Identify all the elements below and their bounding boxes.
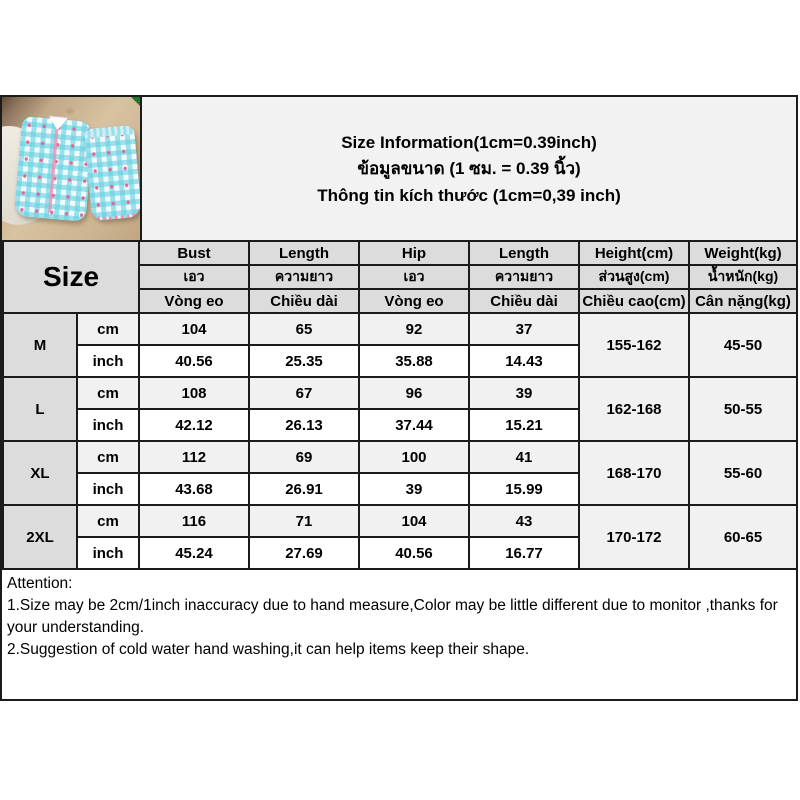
height-range-cell: 162-168 — [579, 377, 689, 441]
col-header-length1-en: Length — [249, 241, 359, 265]
value-cell: 42.12 — [139, 409, 249, 441]
value-cell: 71 — [249, 505, 359, 537]
col-header-length2-en: Length — [469, 241, 579, 265]
col-header-bust-vi: Vòng eo — [139, 289, 249, 313]
height-range-cell: 155-162 — [579, 313, 689, 377]
value-cell: 116 — [139, 505, 249, 537]
value-cell: 14.43 — [469, 345, 579, 377]
col-header-weight-th: น้ำหนัก(kg) — [689, 265, 797, 289]
value-cell: 15.99 — [469, 473, 579, 505]
height-range-cell: 168-170 — [579, 441, 689, 505]
col-header-length1-th: ความยาว — [249, 265, 359, 289]
value-cell: 43.68 — [139, 473, 249, 505]
col-header-bust-en: Bust — [139, 241, 249, 265]
pajama-placket — [48, 129, 58, 213]
value-cell: 65 — [249, 313, 359, 345]
col-header-bust-th: เอว — [139, 265, 249, 289]
col-header-length2-th: ความยาว — [469, 265, 579, 289]
col-header-weight-en: Weight(kg) — [689, 241, 797, 265]
value-cell: 43 — [469, 505, 579, 537]
product-photo — [2, 97, 142, 240]
value-cell: 96 — [359, 377, 469, 409]
pajama-waistband — [84, 125, 135, 138]
value-cell: 100 — [359, 441, 469, 473]
value-cell: 37.44 — [359, 409, 469, 441]
value-cell: 15.21 — [469, 409, 579, 441]
col-header-hip-vi: Vòng eo — [359, 289, 469, 313]
header-section — [2, 97, 796, 240]
value-cell: 92 — [359, 313, 469, 345]
col-header-length1-vi: Chiều dài — [249, 289, 359, 313]
sofa-tuft-decor — [64, 107, 78, 117]
value-cell: 112 — [139, 441, 249, 473]
size-corner-header: Size — [3, 241, 139, 313]
unit-cell: cm — [77, 505, 139, 537]
value-cell: 108 — [139, 377, 249, 409]
value-cell: 35.88 — [359, 345, 469, 377]
value-cell: 69 — [249, 441, 359, 473]
attention-section — [2, 570, 796, 699]
value-cell: 41 — [469, 441, 579, 473]
value-cell: 104 — [139, 313, 249, 345]
value-cell: 25.35 — [249, 345, 359, 377]
col-header-height-vi: Chiều cao(cm) — [579, 289, 689, 313]
size-label-m: M — [3, 313, 77, 377]
size-label-l: L — [3, 377, 77, 441]
col-header-hip-th: เอว — [359, 265, 469, 289]
value-cell: 67 — [249, 377, 359, 409]
value-cell: 40.56 — [139, 345, 249, 377]
value-cell: 27.69 — [249, 537, 359, 569]
size-label-xl: XL — [3, 441, 77, 505]
unit-cell: inch — [77, 537, 139, 569]
value-cell: 39 — [469, 377, 579, 409]
col-header-height-th: ส่วนสูง(cm) — [579, 265, 689, 289]
size-label-2xl: 2XL — [3, 505, 77, 569]
value-cell: 37 — [469, 313, 579, 345]
unit-cell: cm — [77, 313, 139, 345]
unit-cell: cm — [77, 377, 139, 409]
title-block — [142, 97, 796, 240]
value-cell: 40.56 — [359, 537, 469, 569]
weight-range-cell: 45-50 — [689, 313, 797, 377]
page-title-th: ข้อมูลขนาด (1 ซม. = 0.39 นิ้ว) — [357, 159, 581, 179]
unit-cell: cm — [77, 441, 139, 473]
col-header-weight-vi: Cân nặng(kg) — [689, 289, 797, 313]
weight-range-cell: 55-60 — [689, 441, 797, 505]
page-title-en: Size Information(1cm=0.39inch) — [341, 133, 597, 152]
col-header-height-en: Height(cm) — [579, 241, 689, 265]
pajama-shorts-illustration — [84, 125, 142, 221]
attention-item-2: 2.Suggestion of cold water hand washing,it can help items keep their shape. — [7, 641, 530, 658]
unit-cell: inch — [77, 473, 139, 505]
value-cell: 26.91 — [249, 473, 359, 505]
size-table — [2, 240, 798, 570]
value-cell: 26.13 — [249, 409, 359, 441]
value-cell: 45.24 — [139, 537, 249, 569]
col-header-hip-en: Hip — [359, 241, 469, 265]
unit-cell: inch — [77, 345, 139, 377]
value-cell: 39 — [359, 473, 469, 505]
value-cell: 104 — [359, 505, 469, 537]
unit-cell: inch — [77, 409, 139, 441]
weight-range-cell: 50-55 — [689, 377, 797, 441]
page-title-vi: Thông tin kích thước (1cm=0,39 inch) — [317, 185, 621, 205]
green-corner-marker — [131, 97, 140, 106]
size-chart-panel — [0, 95, 798, 701]
col-header-length2-vi: Chiều dài — [469, 289, 579, 313]
weight-range-cell: 60-65 — [689, 505, 797, 569]
pajama-top-illustration — [14, 116, 94, 222]
attention-label: Attention: — [7, 575, 73, 592]
attention-item-1: 1.Size may be 2cm/1inch inaccuracy due to hand measure,Color may be little different due to monitor ,thanks for your understanding. — [7, 597, 778, 636]
height-range-cell: 170-172 — [579, 505, 689, 569]
value-cell: 16.77 — [469, 537, 579, 569]
